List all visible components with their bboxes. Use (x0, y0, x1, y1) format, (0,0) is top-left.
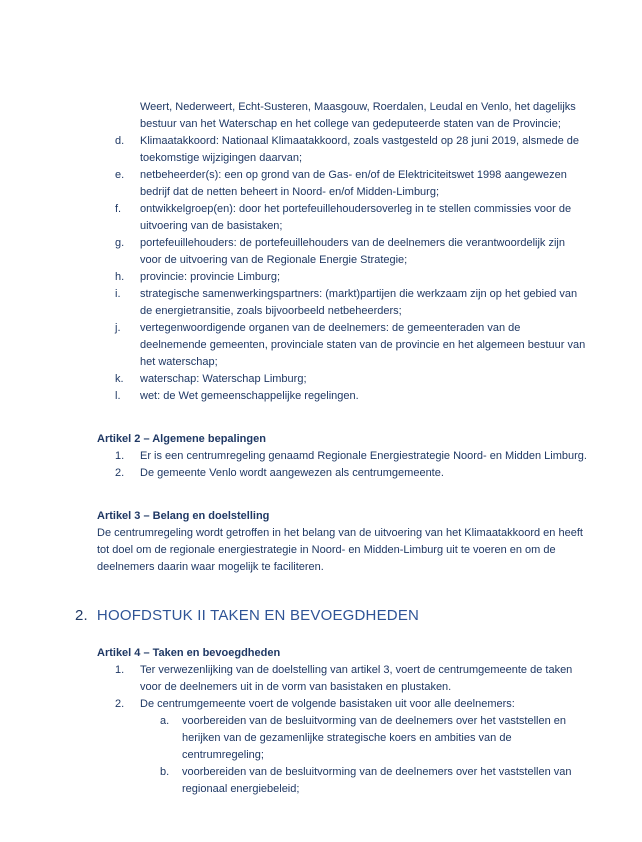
article-4-subitem (97, 764, 587, 798)
definition-marker: e. (115, 169, 125, 181)
article-4-item (97, 662, 587, 696)
definition-text: portefeuillehouders: de portefeuillehouders van de deelnemers die verantwoordelijk zijn voor de uitvoering van de Regionale Energie Strategie; (140, 237, 565, 266)
definition-text: ontwikkelgroep(en): door het portefeuillehoudersoverleg in te stellen commissies voor de uitvoering van de basistaken; (140, 203, 572, 232)
definition-item (97, 167, 587, 201)
subitem-text: voorbereiden van de besluitvorming van de deelnemers over het vaststellen en herijken van de gezamenlijke strategische koers en ambities van de centrumregeling; (182, 715, 567, 761)
definition-marker: f. (115, 203, 122, 215)
item-marker: 2. (115, 467, 125, 479)
subitem-marker: b. (160, 766, 170, 778)
definition-continuation-text: Weert, Nederweert, Echt-Susteren, Maasgouw, Roerdalen, Leudal en Venlo, het dagelijks bestuur van het Waterschap en het college van gedeputeerde staten van de Provincie; (140, 101, 576, 130)
definition-marker: i. (115, 288, 121, 300)
article-4-title: Artikel 4 – Taken en bevoegdheden (97, 647, 281, 659)
article-2-item (97, 448, 587, 465)
definition-marker-empty (115, 99, 140, 133)
chapter-title: HOOFDSTUK II TAKEN EN BEVOEGDHEDEN (96, 607, 420, 624)
article-4 (97, 645, 587, 798)
item-marker: 1. (115, 450, 125, 462)
definition-continuation (97, 99, 587, 133)
article-2-item (97, 465, 587, 482)
definition-item (97, 269, 587, 286)
definition-item (97, 371, 587, 388)
article-4-item (97, 696, 587, 713)
chapter-heading (75, 606, 587, 626)
definition-item (97, 286, 587, 320)
item-text: De centrumgemeente voert de volgende basistaken uit voor alle deelnemers: (140, 698, 515, 710)
chapter-number: 2. (75, 607, 88, 624)
definition-text: netbeheerder(s): een op grond van de Gas- en/of de Elektriciteitswet 1998 aangewezen bedrijf dat de netten beheert in Noord- en/of Midden-Limburg; (140, 169, 567, 198)
article-4-subitem (97, 713, 587, 764)
definition-text: waterschap: Waterschap Limburg; (140, 373, 307, 385)
definition-marker: h. (115, 271, 125, 283)
subitem-text: voorbereiden van de besluitvorming van de deelnemers over het vaststellen van regionaal energiebeleid; (182, 766, 572, 795)
article-2 (97, 431, 587, 482)
definition-item (97, 388, 587, 405)
definition-item (97, 320, 587, 371)
article-3-title: Artikel 3 – Belang en doelstelling (97, 510, 270, 522)
definition-text: Klimaatakkoord: Nationaal Klimaatakkoord, zoals vastgesteld op 28 juni 2019, alsmede de toekomstige wijzigingen daarvan; (140, 135, 580, 164)
item-marker: 2. (115, 698, 125, 710)
subitem-marker: a. (160, 715, 170, 727)
definition-marker: g. (115, 237, 125, 249)
definition-marker: j. (115, 322, 121, 334)
article-2-title: Artikel 2 – Algemene bepalingen (97, 433, 266, 445)
definition-marker: k. (115, 373, 124, 385)
definition-marker: l. (115, 390, 121, 402)
definition-item (97, 201, 587, 235)
definition-text: strategische samenwerkingspartners: (markt)partijen die werkzaam zijn op het gebied van de energietransitie, zoals bijvoorbeeld netbeheerders; (140, 288, 578, 317)
definition-text: vertegenwoordigende organen van de deelnemers: de gemeenteraden van de deelnemende gemeenten, provinciale staten van de provincie en het algemeen bestuur van het waterschap; (140, 322, 586, 368)
item-text: De gemeente Venlo wordt aangewezen als centrumgemeente. (140, 467, 444, 479)
definition-marker: d. (115, 135, 125, 147)
definition-item (97, 235, 587, 269)
item-text: Er is een centrumregeling genaamd Regionale Energiestrategie Noord- en Midden Limburg. (140, 450, 587, 462)
definition-item (97, 133, 587, 167)
definition-text: wet: de Wet gemeenschappelijke regelingen. (140, 390, 359, 402)
definition-text: provincie: provincie Limburg; (140, 271, 281, 283)
item-text: Ter verwezenlijking van de doelstelling van artikel 3, voert de centrumgemeente de taken voor de deelnemers uit in de vorm van basistaken en plustaken. (140, 664, 573, 693)
article-3 (97, 508, 587, 576)
article-3-body: De centrumregeling wordt getroffen in het belang van de uitvoering van het Klimaatakkoord en heeft tot doel om de regionale energiestrategie in Noord- en Midden-Limburg uit te voeren en om de deelnemers daarin waar mogelijk te faciliteren. (97, 527, 583, 573)
document-content (75, 99, 587, 798)
item-marker: 1. (115, 664, 125, 676)
